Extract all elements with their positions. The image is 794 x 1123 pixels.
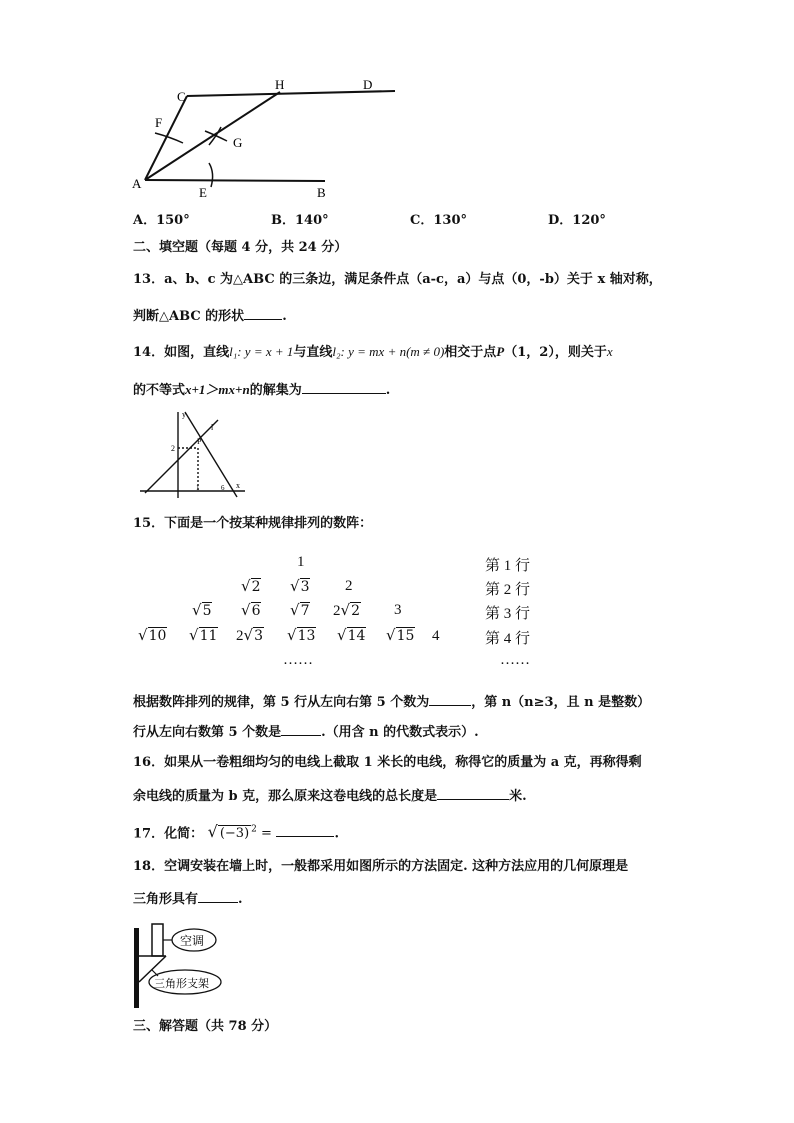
q16-line2	[133, 787, 527, 805]
array-r2-3: 2	[345, 578, 353, 594]
row-label-1: 第 1 行	[485, 558, 531, 574]
r4-2-value: 11	[199, 628, 218, 644]
label-d: D	[363, 77, 373, 92]
q13-line2	[133, 307, 287, 325]
q14-l1: l₁: y = x + 1	[229, 344, 294, 359]
array-r4-3: 2√3	[236, 626, 263, 644]
q14-line2a: 的不等式	[133, 383, 186, 398]
option-b: B．140°	[271, 213, 329, 228]
q16-answer-blank	[437, 787, 509, 800]
q14-post2: （1，2），则关于	[504, 345, 607, 360]
q14-x: x	[606, 344, 613, 359]
arc-f	[155, 133, 183, 143]
array-r3-3: √7	[290, 601, 310, 619]
q15-blank-2	[281, 723, 321, 736]
q15-after2: 行从左向右数第 5 个数是	[133, 725, 282, 740]
arc-e	[209, 163, 213, 187]
q17-expression: √ (−3) $^2$ =	[207, 822, 272, 842]
r4-3-coef: 2	[236, 628, 244, 644]
option-a: A．150°	[133, 213, 190, 228]
q16-line1: 16．如果从一卷粗细均匀的电线上截取 1 米长的电线，称得它的质量为 a 克，再称得剩	[133, 755, 642, 770]
r2-1-value: 2	[251, 579, 261, 595]
option-d: D．120°	[548, 213, 606, 228]
q14-pre: 14．如图，直线	[133, 345, 230, 360]
fig14-tick-2: 2	[171, 444, 175, 453]
q17-radicand: (−3)	[219, 826, 250, 842]
q14-end: .	[385, 383, 391, 398]
q13-line1: 13．a、b、c 为△ABC 的三条边，满足条件点（a-c，a）与点（0，-b）关于 x 轴对称，	[133, 272, 662, 287]
q15-after1b: ，第 n（n≥3，且 n 是整数）	[471, 695, 651, 710]
fig14-y-label: y	[182, 410, 186, 419]
q17-answer-blank	[276, 824, 334, 837]
q14-p: P	[496, 344, 505, 359]
label-e: E	[199, 185, 207, 200]
wall	[134, 928, 139, 1008]
bubble-aircon-text: 空调	[180, 934, 205, 948]
array-r4-7: 4	[432, 628, 440, 644]
r3-1-value: 5	[202, 603, 212, 619]
section-2-heading: 二、填空题（每题 4 分，共 24 分）	[133, 240, 348, 255]
r4-3-value: 3	[254, 628, 263, 644]
label-f: F	[155, 115, 163, 130]
r4-6-value: 15	[396, 628, 415, 644]
q14-l2: l₂: y = mx + n(m ≠ 0)	[332, 344, 445, 359]
label-g: G	[233, 135, 243, 150]
r3-3-value: 7	[300, 603, 310, 619]
q18-answer-blank	[198, 890, 238, 903]
q15-after-line2	[133, 723, 479, 741]
q13-end: .	[282, 309, 287, 324]
q14-line1	[133, 344, 613, 361]
q17-end: .	[334, 826, 339, 842]
array-r2-2: √3	[290, 577, 310, 595]
array-r2-1: √2	[241, 577, 261, 595]
array-r4-5: √14	[337, 626, 366, 644]
q14-post: 相交于点	[444, 345, 497, 360]
q15-after2b: .（用含 n 的代数式表示）.	[321, 725, 479, 740]
q18-line2	[133, 890, 243, 908]
r4-5-value: 14	[347, 628, 366, 644]
label-a: A	[132, 176, 142, 191]
array-r3-5: 3	[394, 602, 402, 618]
r3-2-value: 6	[251, 603, 261, 619]
array-r4-4: √13	[287, 626, 316, 644]
q18-line1: 18．空调安装在墙上时，一般都采用如图所示的方法固定. 这种方法应用的几何原理是	[133, 859, 629, 874]
line-l1	[145, 420, 218, 493]
fig14-l-label: l	[211, 423, 214, 432]
q17-exponent: 2	[251, 825, 257, 835]
fig14-tick-1: 1	[196, 484, 200, 492]
q14-answer-blank	[302, 381, 386, 394]
r4-1-value: 10	[148, 628, 167, 644]
label-h: H	[275, 77, 285, 92]
q18-end: .	[238, 892, 243, 907]
array-dots: ……	[283, 652, 313, 668]
q13-text: 判断△ABC 的形状	[133, 309, 245, 324]
geometry-figure	[125, 75, 405, 205]
q15-after1: 根据数阵排列的规律，第 5 行从左向右第 5 个数为	[133, 695, 430, 710]
fig14-tick-6: 6	[221, 484, 225, 492]
array-r4-6: √15	[386, 626, 415, 644]
label-c: C	[177, 89, 186, 104]
q14-inequality: x+1＞mx+n	[185, 382, 250, 397]
q15-line1: 15．下面是一个按某种规律排列的数阵：	[133, 516, 373, 531]
array-r3-4: 2√2	[333, 601, 360, 619]
row-label-dots: ……	[500, 652, 530, 668]
r3-4-value: 2	[351, 603, 360, 619]
r4-4-value: 13	[297, 628, 316, 644]
array-r3-2: √6	[241, 601, 261, 619]
air-conditioner	[152, 924, 163, 956]
q16-end: 米.	[509, 789, 527, 804]
q14-line2	[133, 381, 390, 399]
row-label-3: 第 3 行	[485, 606, 531, 622]
q14-graph	[140, 408, 245, 498]
option-c: C．130°	[410, 213, 467, 228]
row-label-2: 第 2 行	[485, 582, 531, 598]
q15-blank-1	[429, 693, 471, 706]
q16-text: 余电线的质量为 b 克，那么原来这卷电线的总长度是	[133, 789, 438, 804]
q17-line	[133, 822, 339, 842]
q15-after-line1	[133, 693, 650, 711]
bubble-bracket-text: 三角形支架	[154, 978, 209, 990]
label-b: B	[317, 185, 326, 200]
line-ab	[145, 180, 325, 181]
fig14-p-label: P	[197, 437, 202, 446]
array-r4-2: √11	[189, 626, 218, 644]
q17-pre: 17．化简：	[133, 826, 204, 842]
q18-bracket-figure	[130, 920, 230, 1012]
q13-answer-blank	[244, 307, 282, 320]
q14-line2b: 的解集为	[249, 383, 302, 398]
section-3-heading: 三、解答题（共 78 分）	[133, 1019, 278, 1034]
q17-equals: =	[261, 826, 272, 842]
row-label-4: 第 4 行	[485, 631, 531, 647]
r2-2-value: 3	[300, 579, 310, 595]
q18-text: 三角形具有	[133, 892, 199, 907]
array-r3-1: √5	[192, 601, 212, 619]
r3-4-coef: 2	[333, 603, 341, 619]
q14-mid: 与直线	[293, 345, 333, 360]
array-r1-1: 1	[297, 554, 305, 570]
fig14-x-label: x	[236, 481, 240, 490]
array-r4-1: √10	[138, 626, 167, 644]
